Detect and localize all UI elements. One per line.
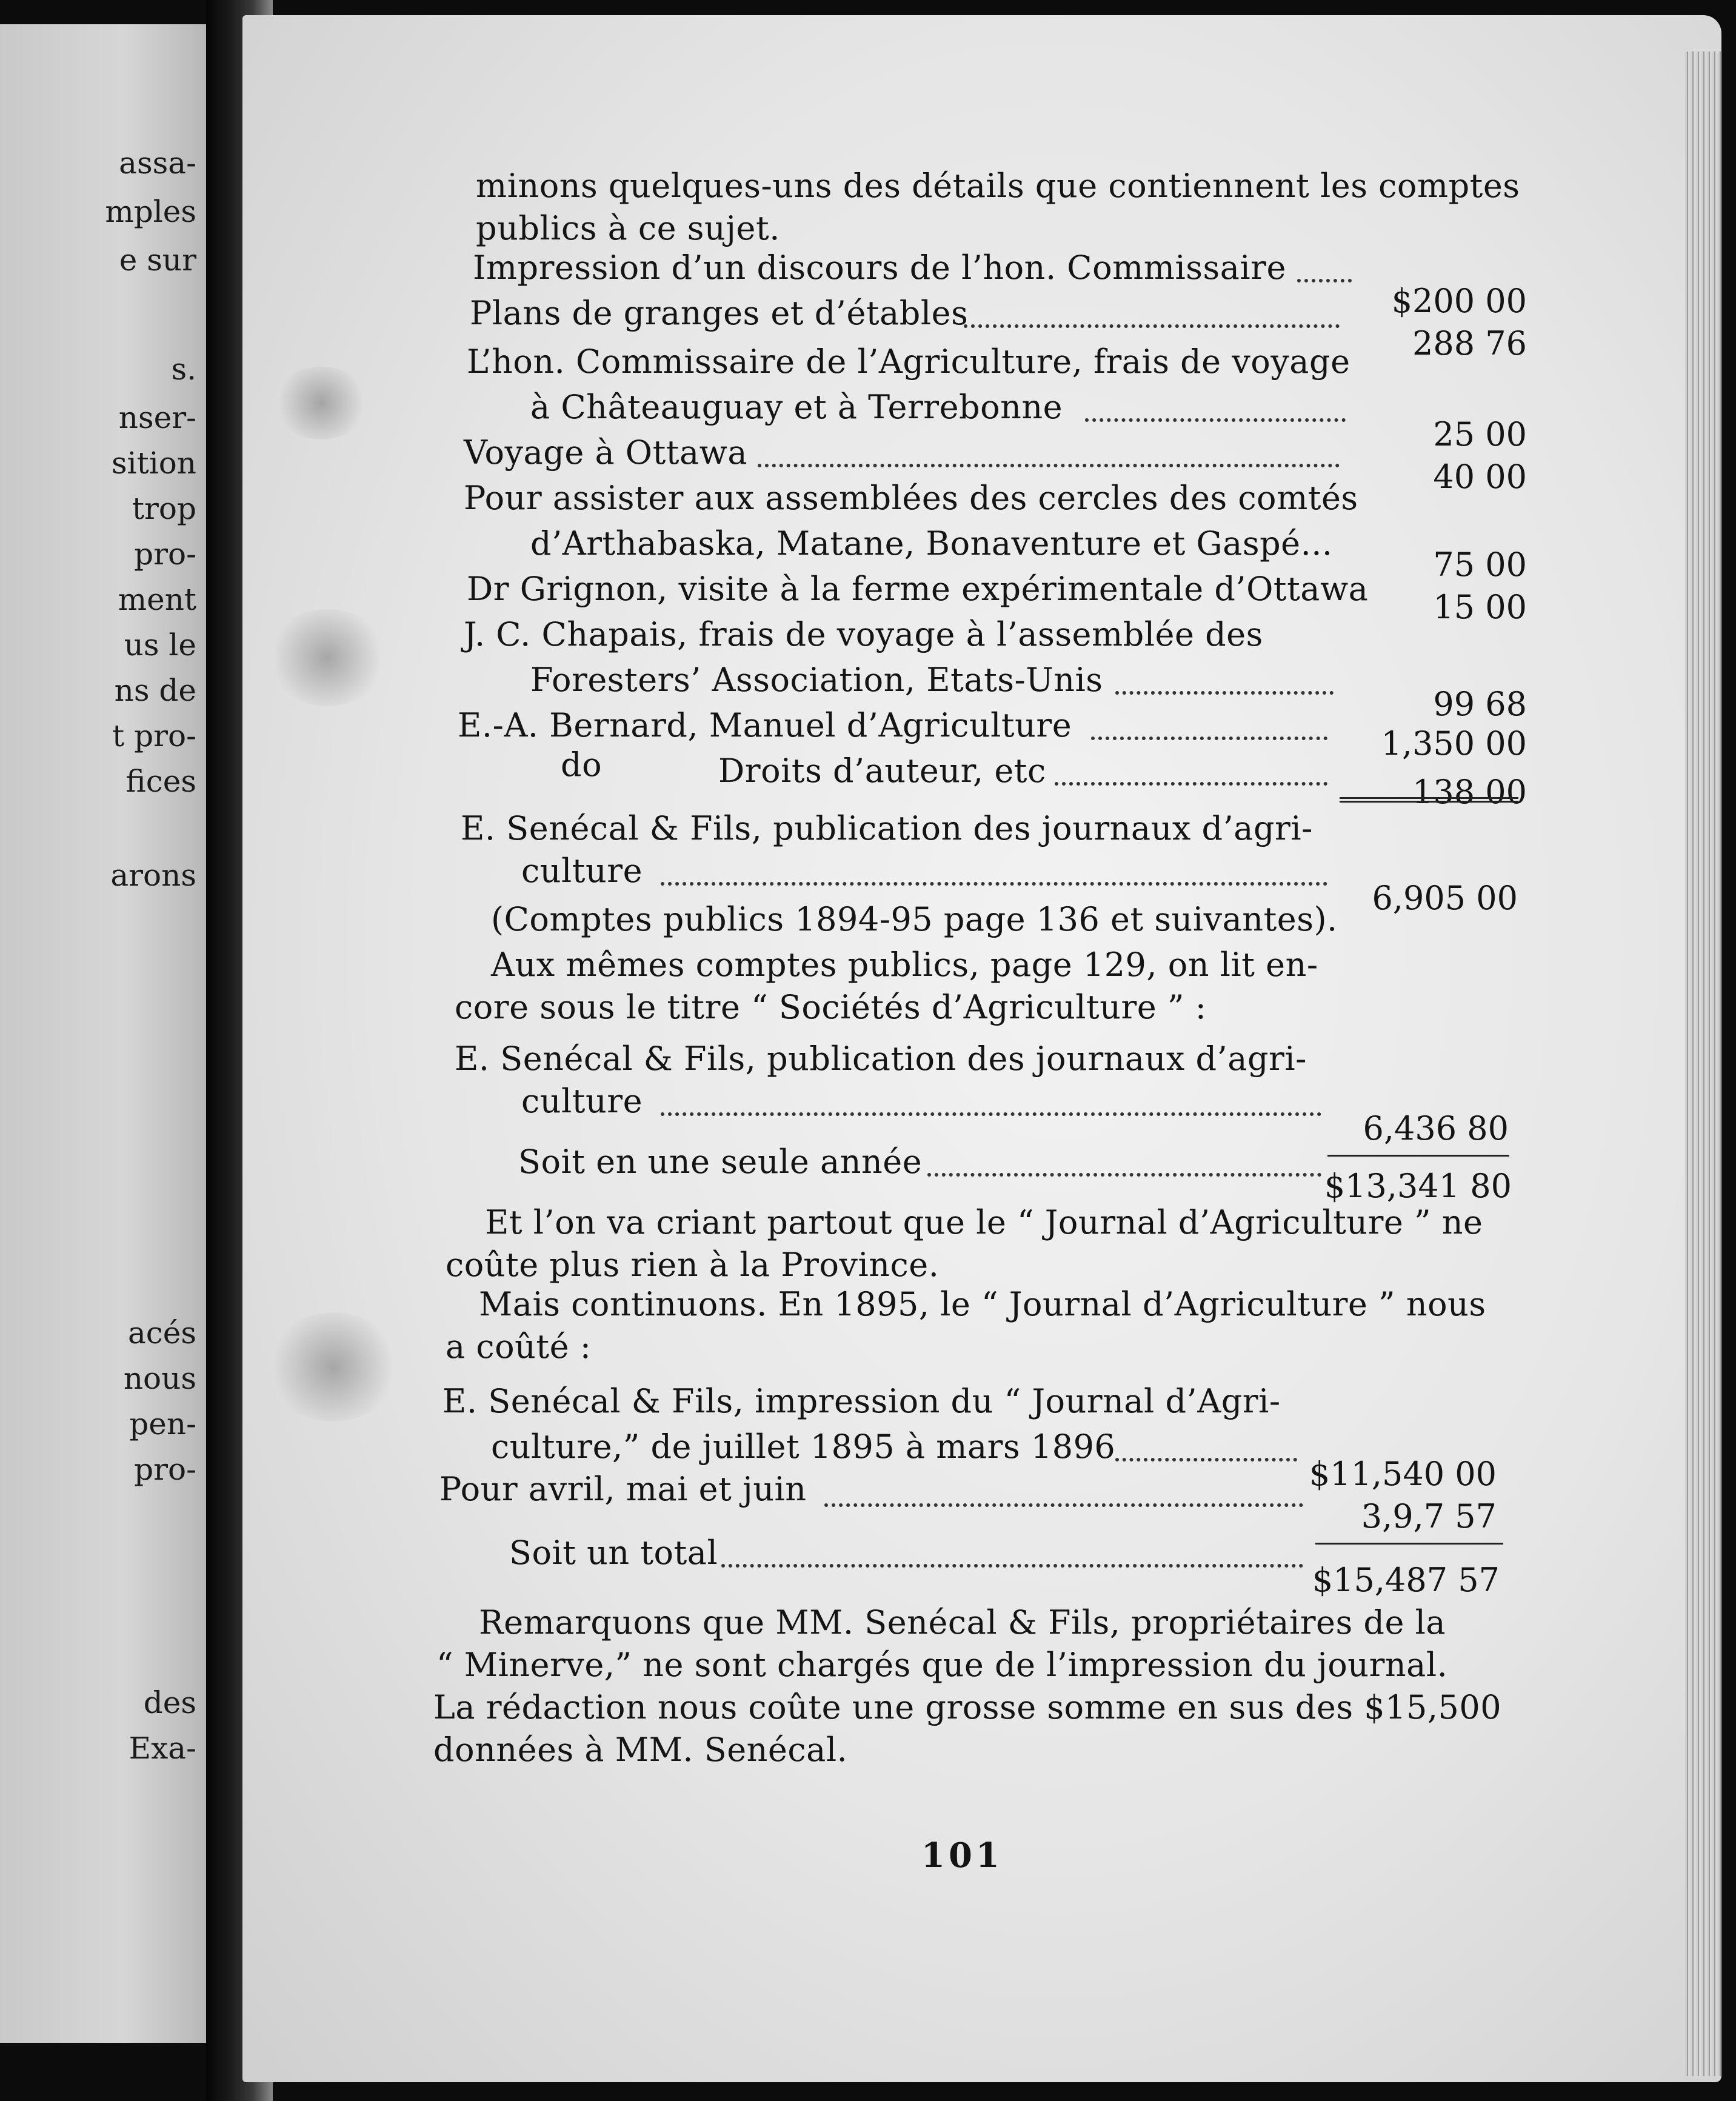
- total-2-label: Soit un total: [509, 1534, 718, 1572]
- expense-label: Dr Grignon, visite à la ferme expérimentale d’Ottawa: [467, 570, 1369, 608]
- april-june-amount: 3,9,7 57: [1361, 1497, 1497, 1535]
- previous-page-fragment: us le: [124, 627, 196, 663]
- para-2-line-1: Aux mêmes comptes publics, page 129, on lit en-: [491, 946, 1318, 984]
- para-3-line-2: coûte plus rien à la Province.: [446, 1246, 940, 1284]
- total-1-amount: $13,341 80: [1324, 1167, 1512, 1205]
- previous-page-fragment: mples: [105, 194, 196, 229]
- previous-page-fragment: fices: [125, 764, 196, 799]
- total-2-amount: $15,487 57: [1312, 1561, 1500, 1599]
- expense-amount: 1,350 00: [1381, 724, 1527, 763]
- smudge: [267, 609, 388, 706]
- expense-amount: 75 00: [1433, 546, 1527, 584]
- leader-dots: [661, 1112, 1321, 1116]
- previous-page-fragment: pro-: [134, 536, 196, 572]
- senecal-2-line-2: culture: [521, 1082, 643, 1120]
- leader-dots: [1085, 418, 1346, 422]
- previous-page-fragment: des: [143, 1685, 196, 1720]
- leader-dots: [824, 1503, 1303, 1507]
- expense-amount: 15 00: [1433, 588, 1527, 626]
- previous-page-fragment: nser-: [118, 400, 196, 435]
- expense-amount: 40 00: [1433, 458, 1527, 496]
- previous-page-fragment: ns de: [114, 673, 196, 708]
- previous-page-fragment: nous: [123, 1361, 196, 1396]
- para-2-line-2: core sous le titre “ Sociétés d’Agriculture ” :: [455, 988, 1207, 1026]
- sum-rule: [1327, 1155, 1509, 1157]
- expense-label: d’Arthabaska, Matane, Bonaventure et Gaspé...: [530, 524, 1333, 563]
- expense-amount: 288 76: [1412, 324, 1527, 362]
- expense-label: Impression d’un discours de l’hon. Commissaire: [473, 249, 1286, 287]
- leader-dots: [1115, 1458, 1297, 1461]
- previous-page-fragment: acés: [127, 1315, 196, 1351]
- leader-dots: [1115, 691, 1334, 695]
- previous-page-fragment: ment: [118, 582, 196, 617]
- leader-dots: [1091, 737, 1327, 740]
- leader-dots: [758, 464, 1340, 467]
- closing-line-4: données à MM. Senécal.: [433, 1731, 848, 1769]
- expense-amount: 25 00: [1433, 415, 1527, 453]
- senecal-1-line-2: culture: [521, 852, 643, 890]
- double-rule: [1340, 797, 1518, 803]
- senecal-3-line-1: E. Senécal & Fils, impression du “ Journal d’Agri-: [442, 1382, 1281, 1420]
- expense-amount: $200 00: [1391, 282, 1527, 320]
- expense-label: E.-A. Bernard, Manuel d’Agriculture: [458, 706, 1072, 744]
- leader-dots: [1055, 782, 1327, 786]
- para-4-line-2: a coûté :: [446, 1328, 592, 1366]
- previous-page-fragment: pro-: [134, 1452, 196, 1487]
- expense-amount: 99 68: [1433, 685, 1527, 723]
- closing-line-2: “ Minerve,” ne sont chargés que de l’impression du journal.: [436, 1646, 1448, 1684]
- closing-line-1: Remarquons que MM. Senécal & Fils, propriétaires de la: [479, 1603, 1446, 1642]
- previous-page-fragment: Exa-: [129, 1731, 196, 1766]
- previous-page-fragment: t pro-: [112, 718, 196, 753]
- leader-dots: [1297, 279, 1352, 282]
- previous-page-fragment: e sur: [119, 242, 196, 278]
- intro-line-1: minons quelques-uns des détails que contiennent les comptes: [476, 167, 1520, 205]
- april-june-label: Pour avril, mai et juin: [439, 1470, 807, 1508]
- expense-label: à Châteauguay et à Terrebonne: [530, 388, 1063, 426]
- senecal-3-amount: $11,540 00: [1309, 1455, 1497, 1493]
- senecal-2-line-1: E. Senécal & Fils, publication des journaux d’agri-: [455, 1040, 1307, 1078]
- senecal-3-line-2: culture,” de juillet 1895 à mars 1896: [491, 1428, 1116, 1466]
- smudge: [273, 367, 370, 439]
- expense-label: Plans de granges et d’étables: [470, 294, 969, 332]
- senecal-1-amount: 6,905 00: [1372, 879, 1518, 917]
- para-3-line-1: Et l’on va criant partout que le “ Journal d’Agriculture ” ne: [485, 1203, 1483, 1241]
- sum-rule: [1315, 1543, 1503, 1545]
- expense-label: J. C. Chapais, frais de voyage à l’assemblée des: [464, 615, 1263, 653]
- expense-label: L’hon. Commissaire de l’Agriculture, frais de voyage: [467, 342, 1350, 381]
- previous-page-fragment: trop: [132, 491, 196, 526]
- expense-label: Voyage à Ottawa: [464, 433, 748, 472]
- ditto-mark: do: [561, 746, 603, 784]
- previous-page-fragment: arons: [110, 858, 196, 893]
- total-1-label: Soit en une seule année: [518, 1143, 923, 1181]
- previous-page-fragment: sition: [111, 446, 196, 481]
- para-4-line-1: Mais continuons. En 1895, le “ Journal d’Agriculture ” nous: [479, 1285, 1486, 1323]
- previous-page-fragment: s.: [171, 352, 196, 387]
- leader-dots: [927, 1173, 1321, 1177]
- leader-dots: [964, 324, 1340, 328]
- page-number: 101: [921, 1835, 1003, 1876]
- expense-label: Pour assister aux assemblées des cercles des comtés: [464, 479, 1358, 517]
- leader-dots: [661, 882, 1327, 886]
- senecal-1-reference: (Comptes publics 1894-95 page 136 et suivantes).: [491, 900, 1338, 938]
- leader-dots: [721, 1564, 1303, 1568]
- page-edge: [1685, 52, 1721, 2076]
- expense-amount: 138 00: [1412, 773, 1527, 811]
- previous-page-fragment: assa-: [119, 145, 196, 181]
- smudge: [267, 1312, 400, 1421]
- expense-label: Foresters’ Association, Etats-Unis: [530, 661, 1103, 699]
- senecal-1-line-1: E. Senécal & Fils, publication des journaux d’agri-: [461, 809, 1313, 847]
- previous-page-fragment: pen-: [129, 1406, 196, 1441]
- closing-line-3: La rédaction nous coûte une grosse somme en sus des $15,500: [433, 1688, 1502, 1726]
- expense-label: Droits d’auteur, etc: [718, 752, 1046, 790]
- intro-line-2: publics à ce sujet.: [476, 209, 780, 247]
- previous-page: [0, 24, 206, 2043]
- senecal-2-amount: 6,436 80: [1363, 1109, 1509, 1147]
